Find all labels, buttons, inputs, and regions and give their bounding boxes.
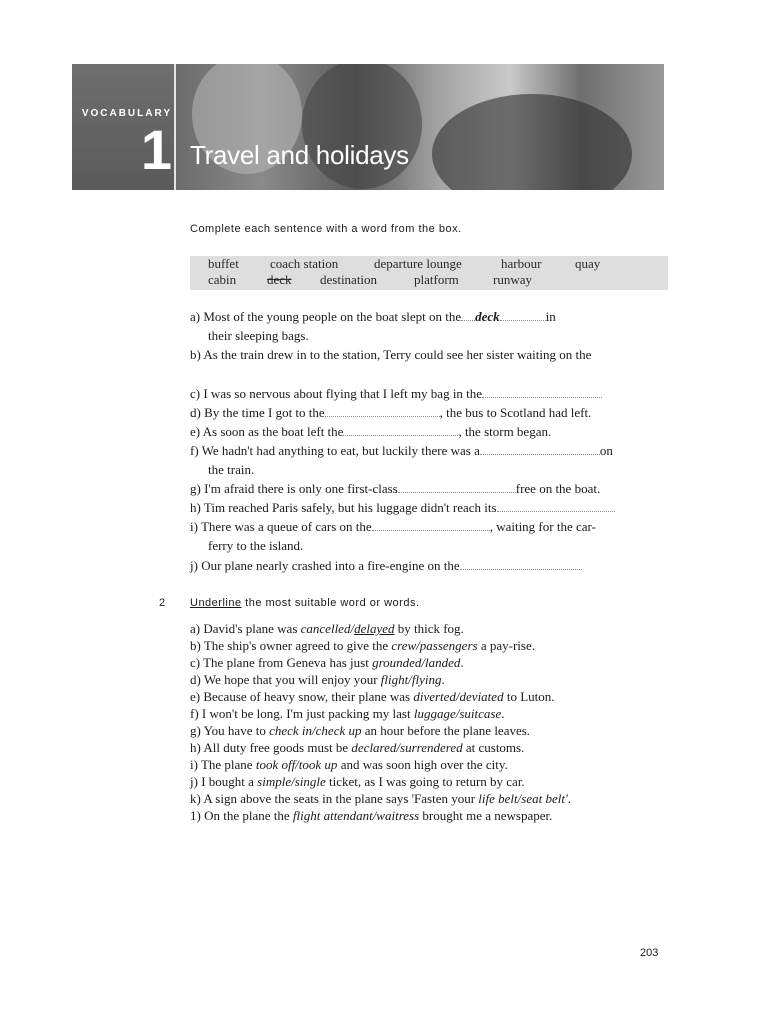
exercise1-item-i bbox=[190, 517, 596, 536]
choice-option[interactable]: life belt/seat belt' bbox=[478, 791, 568, 806]
item-text: free on the boat. bbox=[515, 481, 601, 496]
exercise1-item-i-cont: ferry to the island. bbox=[208, 538, 304, 553]
item-text: e) As soon as the boat left the bbox=[190, 424, 344, 439]
box-word: cabin bbox=[208, 272, 237, 287]
exercise1-item-g bbox=[190, 479, 600, 498]
header-banner bbox=[72, 64, 664, 190]
exercise2-item-d: d) We hope that you will enjoy your flight/flying. bbox=[190, 672, 445, 687]
exercise1-item-f bbox=[190, 441, 613, 460]
box-word: buffet bbox=[208, 256, 239, 271]
choice-option[interactable]: diverted/deviated bbox=[413, 689, 504, 704]
item-text: c) I was so nervous about flying that I left my bag in the bbox=[190, 386, 483, 401]
answer-blank[interactable] bbox=[398, 480, 516, 493]
choice-option-selected[interactable]: delayed bbox=[354, 621, 395, 636]
choice-option[interactable]: luggage/suitcase bbox=[413, 706, 502, 721]
exercise2-item-b: b) The ship's owner agreed to give the crew/passengers a pay-rise. bbox=[190, 638, 535, 653]
box-word-used: deck bbox=[267, 272, 292, 287]
item-text: in bbox=[545, 309, 556, 324]
word-box bbox=[190, 256, 668, 290]
exercise2-item-e: e) Because of heavy snow, their plane was diverted/deviated to Luton. bbox=[190, 689, 555, 704]
item-text: j) Our plane nearly crashed into a fire-engine on the bbox=[190, 558, 460, 573]
choice-option[interactable]: declared/surrendered bbox=[351, 740, 463, 755]
exercise1-item-e bbox=[190, 422, 551, 441]
instruction-rest: the most suitable word or words. bbox=[241, 597, 420, 609]
exercise1-item-a bbox=[190, 307, 556, 326]
answer-blank[interactable] bbox=[460, 557, 582, 570]
photo-background-shape bbox=[432, 94, 632, 190]
exercise2-item-i: i) The plane took off/took up and was soon high over the city. bbox=[190, 757, 508, 772]
page-number: 203 bbox=[640, 947, 659, 959]
item-text: , waiting for the car- bbox=[489, 519, 596, 534]
exercise2-number: 2 bbox=[159, 597, 166, 609]
section-kicker: VOCABULARY bbox=[81, 108, 172, 119]
answer-blank[interactable] bbox=[497, 499, 615, 512]
item-text: a) Most of the young people on the boat slept on the bbox=[190, 309, 462, 324]
exercise1-item-f-cont: the train. bbox=[208, 462, 255, 477]
item-text: g) I'm afraid there is only one first-class bbox=[190, 481, 398, 496]
page-title: Travel and holidays bbox=[190, 140, 409, 170]
choice-option[interactable]: took off/took up bbox=[255, 757, 338, 772]
exercise2-item-h: h) All duty free goods must be declared/surrendered at customs. bbox=[190, 740, 525, 755]
unit-number: 1 bbox=[140, 118, 172, 181]
item-text: , the bus to Scotland had left. bbox=[439, 405, 592, 420]
item-text: h) Tim reached Paris safely, but his luggage didn't reach its bbox=[190, 500, 497, 515]
choice-option[interactable]: grounded/landed bbox=[372, 655, 461, 670]
exercise2-item-l: 1) On the plane the flight attendant/waitress brought me a newspaper. bbox=[190, 808, 553, 823]
box-word: coach station bbox=[270, 256, 339, 271]
exercise2-item-g: g) You have to check in/check up an hour before the plane leaves. bbox=[190, 723, 531, 738]
exercise2-item-j: j) I bought a simple/single ticket, as I was going to return by car. bbox=[190, 774, 525, 789]
item-text: on bbox=[599, 443, 613, 458]
filled-answer: deck bbox=[475, 309, 500, 324]
exercise2-item-a: a) David's plane was cancelled/delayed by thick fog. bbox=[190, 621, 464, 636]
item-text: f) We hadn't had anything to eat, but luckily there was a bbox=[190, 443, 480, 458]
exercise1-item-h bbox=[190, 498, 615, 517]
answer-blank[interactable] bbox=[343, 423, 458, 436]
exercise2-instruction bbox=[190, 597, 420, 609]
choice-option[interactable]: check in/check up bbox=[269, 723, 362, 738]
item-text: d) By the time I got to the bbox=[190, 405, 325, 420]
answer-blank[interactable] bbox=[480, 442, 600, 455]
choice-option[interactable]: cancelled/ bbox=[300, 621, 355, 636]
choice-option[interactable]: simple/single bbox=[257, 774, 326, 789]
box-word: platform bbox=[414, 272, 459, 287]
box-word: quay bbox=[575, 256, 601, 271]
exercise1-item-b: b) As the train drew in to the station, Terry could see her sister waiting on the bbox=[190, 347, 592, 362]
exercise2-item-c: c) The plane from Geneva has just grounded/landed. bbox=[190, 655, 464, 670]
answer-blank[interactable] bbox=[461, 307, 546, 326]
exercise1-instruction: Complete each sentence with a word from the box. bbox=[190, 223, 462, 235]
instruction-underlined: Underline bbox=[190, 597, 242, 609]
item-text: , the storm began. bbox=[458, 424, 552, 439]
answer-blank[interactable] bbox=[482, 385, 602, 398]
exercise1-item-a-cont: their sleeping bags. bbox=[208, 328, 309, 343]
exercise2-item-f: f) I won't be long. I'm just packing my last luggage/suitcase. bbox=[190, 706, 505, 721]
choice-option[interactable]: flight/flying bbox=[380, 672, 442, 687]
choice-option[interactable]: flight attendant/waitress bbox=[292, 808, 420, 823]
choice-option[interactable]: crew/passengers bbox=[391, 638, 478, 653]
box-word: departure lounge bbox=[374, 256, 462, 271]
answer-blank[interactable] bbox=[325, 404, 440, 417]
exercise1-item-j bbox=[190, 556, 582, 575]
item-text: i) There was a queue of cars on the bbox=[190, 519, 372, 534]
exercise1-item-c bbox=[190, 384, 602, 403]
box-word: runway bbox=[493, 272, 532, 287]
box-word: destination bbox=[320, 272, 378, 287]
box-word: harbour bbox=[501, 256, 542, 271]
exercise2-item-k: k) A sign above the seats in the plane says 'Fasten your life belt/seat belt'. bbox=[190, 791, 571, 806]
answer-blank[interactable] bbox=[372, 518, 490, 531]
exercise1-item-d bbox=[190, 403, 591, 422]
